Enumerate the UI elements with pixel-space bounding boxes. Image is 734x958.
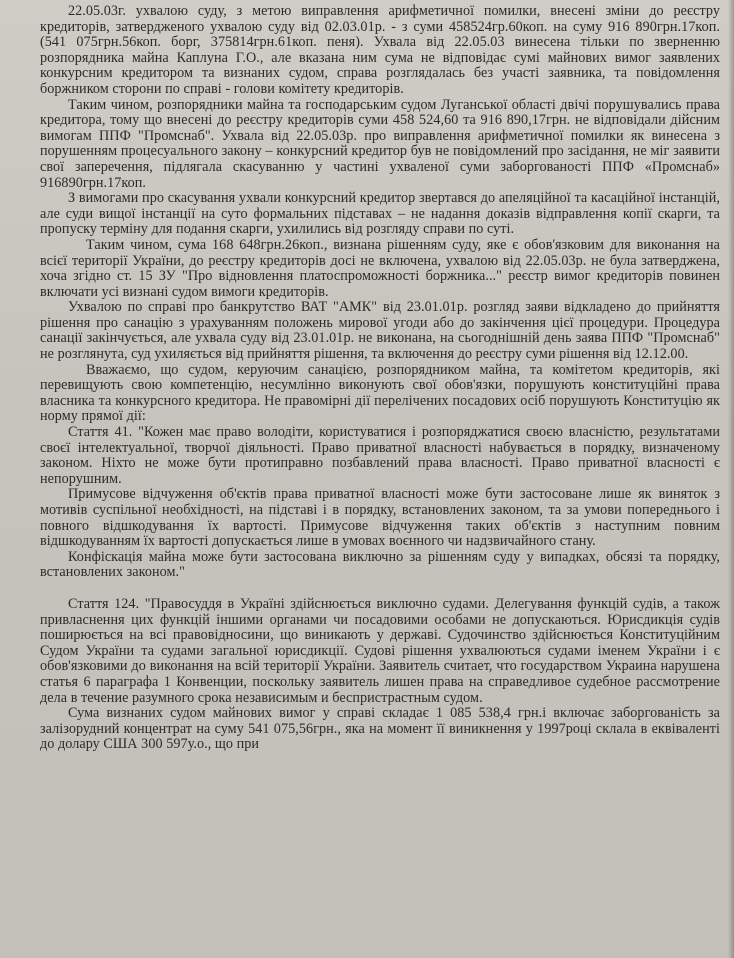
paragraph-forced-alienation: Примусове відчуження об'єктів права приватної власності може бути застосоване лише як виняток з мотивів суспільної необхідності, на підставі і в порядку, встановлених законом, та за умови попереднього і повного відшкодування їх вартості. Примусове відчуження таких об'єктів з наступним повним відшкодуванням їх вартості допускається лише в умовах воєнного чи надзвичайного стану. [40,486,720,550]
paragraph-confiscation: Конфіскація майна може бути застосована виключно за рішенням суду у випадках, обсязі та порядку, встановлених законом." [40,548,720,581]
paragraph-officials-violations: Вважаємо, що судом, керуючим санацією, розпорядником майна, та комітетом кредиторів, які перевищують свою компетенцію, несумлінно виконують свої обов'язки, порушують конституційні права власника та конкурсного кредитора. Не правомірні дії перелічених посадових осіб порушують Конституцію як норму прямої дії: [40,361,720,425]
paragraph-article-124: Стаття 124. "Правосуддя в Україні здійснюється виключно судами. Делегування функцій судів, а також привласнення цих функцій іншими органами чи посадовими особами не допускаються. Юрисдикція судів поширюється на всі правовідносини, що виникають у державі. Судочинство здійснюється Конституційним Судом України та судами загальної юрисдикції. Судові рішення ухвалюються судами іменем України і є обов'язковими до виконання на всій території України. Заявитель считает, что государством Украина нарушена статья 6 параграфа 1 Конвенции, поскольку заявитель лишен права на справедливое судебное рассмотрение дела в течение разумного срока независимым и беспристрастным судом. [40,595,720,706]
paragraph-claims-total: Сума визнаних судом майнових вимог у справі складає 1 085 538,4 грн.і включає заборгованість за залізорудний концентрат на суму 541 075,56грн., яка на момент її виникнення у 1997році склала в еквіваленті до долару США 300 597у.о., що при [40,705,720,753]
paragraph-register-amendment: 22.05.03г. ухвалою суду, з метою виправлення арифметичної помилки, внесені зміни до реєстру кредиторів, затвердженого ухвалою суду від 02.03.01р. - з суми 458524гр.60коп. на суму 916 890грн.17коп. (541 075грн.56коп. борг, 375814грн.61коп. пеня). Ухвала від 22.05.03 винесена тільки по зверненню розпорядника майна Каплуна Г.О., але вказана ним сума не відповідає сумі майнових вимог заявлених конкурсним кредитором та визнаних судом, справа розглядалась без участі заявника, та повідомлення боржником сторони по справі - голови комітету кредиторів. [40,3,720,97]
paragraph-appeals: З вимогами про скасування ухвали конкурсний кредитор звертався до апеляційної та касаційної інстанцій, але суди вищої інстанції на суто формальних підставах – не надання доказів відправлення копії скарги, та пропуску терміну для подання скарги, ухилились від розгляду справи по суті. [40,190,720,238]
paragraph-bankruptcy-ruling: Ухвалою по справі про банкрутство ВАТ "АМК" від 23.01.01р. розгляд заяви відкладено до прийняття рішення про санацію з урахуванням положень мирової угоди або до закінчення цієї процедури. Процедура санації закінчується, але ухвала суду від 23.01.01р. не виконана, на сьогоднішній день заява ППФ "Промснаб" не розглянута, суд ухиляється від прийняття рішення, та включення до реєстру суми рішення від 12.12.00. [40,299,720,363]
paragraph-article-41: Стаття 41. "Кожен має право володіти, користуватися і розпоряджатися своєю власністю, результатами своєї інтелектуальної, творчої діяльності. Право приватної власності набувається в порядку, визначеному законом. Ніхто не може бути протиправно позбавлений права власності. Право приватної власності є непорушним. [40,424,720,487]
page-edge-shadow [728,0,734,958]
paragraph-rights-violation: Таким чином, розпорядники майна та господарським судом Луганської області двічі порушувались права кредитора, тому що внесені до реєстру кредиторів суми 458 524,60 та 916 890,17грн. не відповідали дійсним вимогам ППФ "Промснаб". Ухвала від 22.05.03р. про виправлення арифметичної помилки як винесена з порушенням процесуального закону – конкурсний кредитор був не повідомлений про засідання, не міг заявити свої заперечення, підлягала скасуванню у частині ухваленої суми заборгованості ППФ «Промснаб» 916890грн.17коп. [40,96,720,191]
paragraph-unincluded-sum: Таким чином, сума 168 648грн.26коп., визнана рішенням суду, яке є обов'язковим для виконання на всієї території України, до реєстру кредиторів досі не включена, ухвалою від 22.05.03р. не була затверджена, хоча згідно ст. 15 ЗУ "Про відновлення платоспроможності боржника..." реєстр вимог кредиторів повинен включати усі визнані судом вимоги кредиторів. [40,236,720,300]
